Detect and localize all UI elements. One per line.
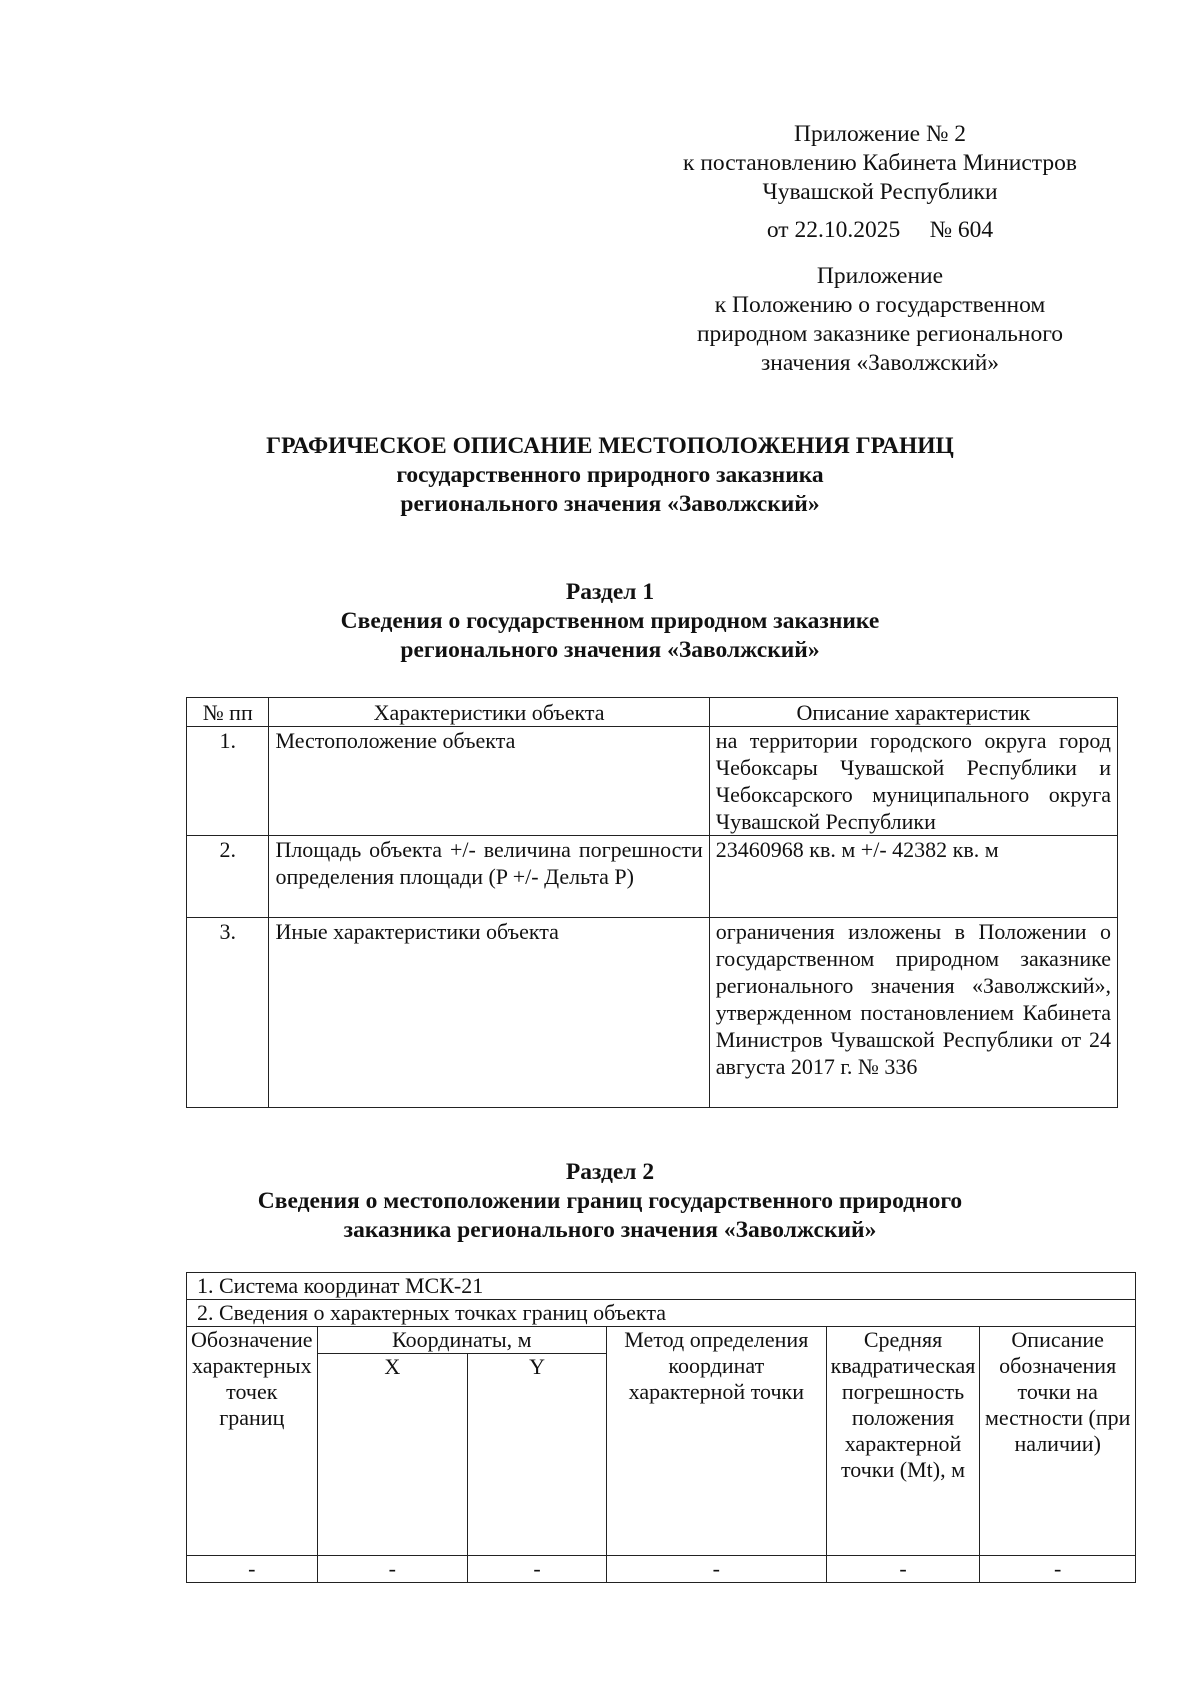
cell-error: -	[826, 1556, 980, 1583]
appendix-header	[640, 120, 1120, 207]
section-title-line: Сведения о государственном природном заказнике	[340, 608, 880, 634]
sub-appendix-line: природном заказнике регионального	[696, 321, 1064, 347]
row-num: 1.	[187, 727, 269, 836]
boundary-points-table	[186, 1272, 1136, 1583]
sub-appendix-line: Приложение	[816, 263, 944, 289]
section-title-line: Раздел 1	[565, 579, 655, 605]
table-row	[187, 1556, 1136, 1583]
sub-appendix-header	[640, 262, 1120, 378]
section-title-line: Раздел 2	[565, 1159, 655, 1185]
title-line: ГРАФИЧЕСКОЕ ОПИСАНИЕ МЕСТОПОЛОЖЕНИЯ ГРАНИЦ	[266, 433, 954, 459]
cell-x: -	[317, 1556, 468, 1583]
row-num: 2.	[187, 836, 269, 918]
resolution-date	[640, 216, 1120, 245]
header-method: Метод определения координат характерной точки	[606, 1327, 826, 1556]
header-point-description: Описание обозначения точки на местности (при наличии)	[980, 1327, 1136, 1556]
table-header-row	[187, 698, 1118, 727]
header-designation: Обозначение характерных точек границ	[187, 1327, 318, 1556]
object-info-table	[186, 697, 1118, 1108]
row-description: на территории городского округа город Чебоксары Чувашской Республики и Чебоксарского муниципального округа Чувашской Республики	[709, 727, 1117, 836]
cell-designation: -	[187, 1556, 318, 1583]
sub-appendix-line: к Положению о государственном	[714, 292, 1046, 318]
header-num: № пп	[187, 698, 269, 727]
table-row	[187, 727, 1118, 836]
sub-appendix-line: значения «Заволжский»	[760, 350, 1000, 376]
header-characteristics: Характеристики объекта	[269, 698, 709, 727]
document-title	[180, 432, 1040, 519]
appendix-line: Чувашской Республики	[762, 179, 998, 205]
date-line: от 22.10.2025 № 604	[766, 217, 994, 243]
cell-point-description: -	[980, 1556, 1136, 1583]
header-description: Описание характеристик	[709, 698, 1117, 727]
appendix-line: Приложение № 2	[793, 121, 967, 147]
section-title-line: Сведения о местоположении границ государственного природного	[257, 1188, 963, 1214]
header-error: Средняя квадратическая погрешность положения характерной точки (Mt), м	[826, 1327, 980, 1556]
title-line: регионального значения «Заволжский»	[400, 491, 820, 517]
appendix-line: к постановлению Кабинета Министров	[683, 150, 1077, 176]
points-info: 2. Сведения о характерных точках границ объекта	[187, 1300, 1136, 1327]
table-row	[187, 836, 1118, 918]
section-title-line: регионального значения «Заволжский»	[400, 637, 820, 663]
header-y: Y	[468, 1354, 607, 1556]
cell-y: -	[468, 1556, 607, 1583]
coordinate-system: 1. Система координат МСК-21	[187, 1273, 1136, 1300]
points-info-row	[187, 1300, 1136, 1327]
table-row	[187, 918, 1118, 1108]
row-characteristic: Иные характеристики объекта	[269, 918, 709, 1108]
header-x: X	[317, 1354, 468, 1556]
section1-title	[180, 578, 1040, 665]
row-description: 23460968 кв. м +/- 42382 кв. м	[709, 836, 1117, 918]
header-coordinates: Координаты, м	[317, 1327, 606, 1354]
row-characteristic: Площадь объекта +/- величина погрешности определения площади (P +/- Дельта P)	[269, 836, 709, 918]
row-num: 3.	[187, 918, 269, 1108]
table-header-row	[187, 1327, 1136, 1354]
coordinate-system-row	[187, 1273, 1136, 1300]
title-line: государственного природного заказника	[396, 462, 824, 488]
row-characteristic: Местоположение объекта	[269, 727, 709, 836]
section-title-line: заказника регионального значения «Заволжский»	[343, 1217, 877, 1243]
cell-method: -	[606, 1556, 826, 1583]
section2-title	[180, 1158, 1040, 1245]
row-description: ограничения изложены в Положении о государственном природном заказнике регионального значения «Заволжский», утвержденном постановлением Кабинета Министров Чувашской Республики от 24 августа 2017 г. № 336	[709, 918, 1117, 1108]
